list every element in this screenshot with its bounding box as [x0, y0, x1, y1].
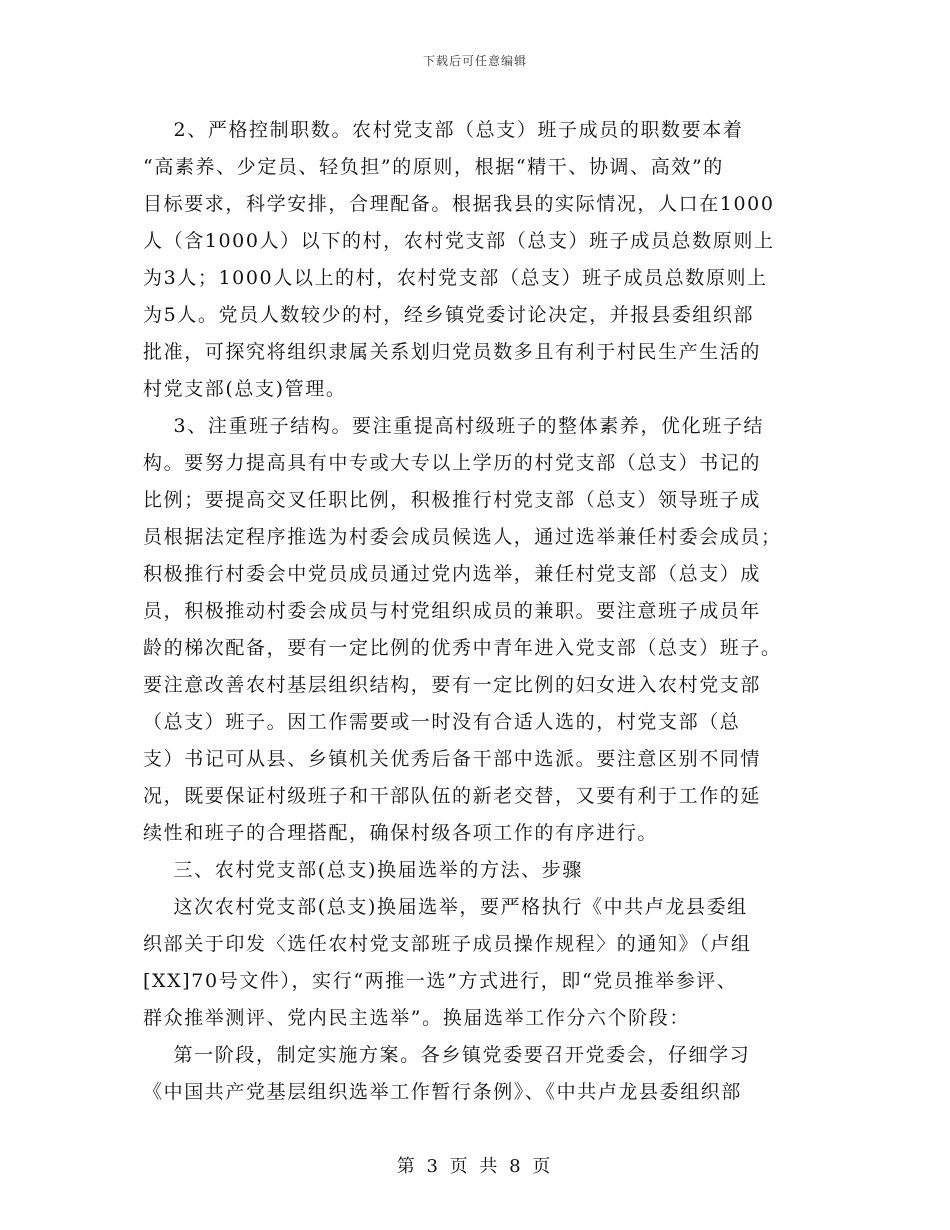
text-line: 员根据法定程序推选为村委会成员候选人，通过选举兼任村委会成员； [143, 526, 782, 548]
text-line: 织部关于印发〈选任农村党支部班子成员操作规程〉的通知》（卢组 [143, 933, 752, 955]
document-body [143, 112, 808, 1111]
text-line: 为3人；1000人以上的村，农村党支部（总支）班子成员总数原则上 [143, 267, 768, 289]
text-line: 第一阶段，制定实施方案。各乡镇党委要召开党委会，仔细学习 [143, 1044, 751, 1066]
page-footer: 第 3 页 共 8 页 [396, 1156, 554, 1177]
page-header: 下载后可任意编辑 [422, 54, 527, 68]
text-line: 支）书记可从县、乡镇机关优秀后备干部中选派。要注意区别不同情 [143, 748, 762, 770]
text-line: 员，积极推动村委会成员与村党组织成员的兼职。要注意班子成员年 [143, 600, 762, 622]
text-line: 群众推举测评、党内民主选举”。换届选举工作分六个阶段： [143, 1007, 690, 1029]
text-line: “高素养、少定员、轻负担”的原则，根据“精干、协调、高效”的 [143, 156, 724, 178]
text-line: （总支）班子。因工作需要或一时没有合适人选的，村党支部（总 [143, 711, 741, 733]
text-line: 《中国共产党基层组织选举工作暂行条例》、《中共卢龙县委组织部 [143, 1081, 743, 1103]
text-line: 2、严格控制职数。农村党支部（总支）班子成员的职数要本着 [143, 119, 744, 141]
text-line: 人（含1000人）以下的村，农村党支部（总支）班子成员总数原则上 [143, 230, 775, 252]
text-line: 积极推行村委会中党员成员通过党内选举，兼任村党支部（总支）成 [143, 563, 762, 585]
text-line: 比例；要提高交叉任职比例，积极推行村党支部（总支）领导班子成 [143, 489, 762, 511]
text-line: 况，既要保证村级班子和干部队伍的新老交替，又要有利于工作的延 [143, 785, 762, 807]
text-line: 要注意改善农村基层组织结构，要有一定比例的妇女进入农村党支部 [143, 674, 762, 696]
text-line: 村党支部(总支)管理。 [143, 378, 347, 400]
text-line: 续性和班子的合理搭配，确保村级各项工作的有序进行。 [143, 822, 659, 844]
text-line: 为5人。党员人数较少的村，经乡镇党委讨论决定，并报县委组织部 [143, 304, 755, 326]
text-line: 三、农村党支部(总支)换届选举的方法、步骤 [143, 859, 583, 881]
text-line: 构。要努力提高具有中专或大专以上学历的村党支部（总支）书记的 [143, 452, 762, 474]
text-line: 批准，可探究将组织隶属关系划归党员数多且有利于村民生产生活的 [143, 341, 762, 363]
text-line: 3、注重班子结构。要注重提高村级班子的整体素养，优化班子结 [143, 415, 765, 437]
text-line: 目标要求，科学安排，合理配备。根据我县的实际情况，人口在1000 [143, 193, 775, 215]
text-line: 龄的梯次配备，要有一定比例的优秀中青年进入党支部（总支）班子。 [143, 637, 782, 659]
text-line: 这次农村党支部(总支)换届选举，要严格执行《中共卢龙县委组 [143, 896, 748, 918]
text-line: [XX]70号文件），实行“两推一选”方式进行，即“党员推举参评、 [143, 970, 738, 992]
